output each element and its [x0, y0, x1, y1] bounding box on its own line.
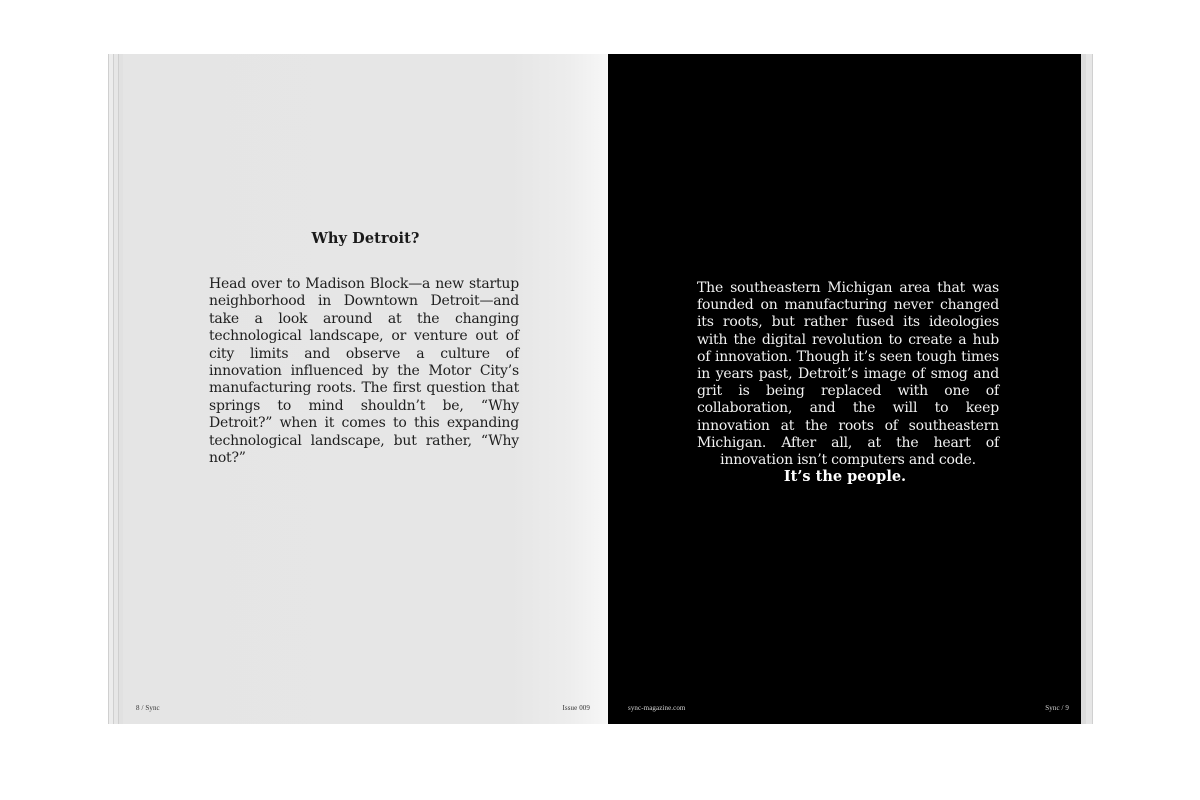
left-page-issue: Issue 009 [562, 704, 590, 712]
page-edge-right-2 [1086, 54, 1093, 724]
right-page-body: The southeastern Michigan area that was founded on manufacturing never changed its roots, but rather fused its ideologies with the digital revolution to create a hub of innovation. Though it’s seen tough times in years past, Detroit’s image of smog and grit is being replaced with one of collaboration, and the will to keep innovation at the roots of southeastern Michigan. After all, at the heart of innovation isn’t computers and code. [697, 280, 999, 469]
right-page [608, 54, 1082, 724]
right-page-closing: It’s the people. [783, 468, 907, 485]
left-page-body: Head over to Madison Block—a new startup neighborhood in Downtown Detroit—and take a look around at the changing technological landscape, or venture out of city limits and observe a culture of innovation influenced by the Motor City’s manufacturing roots. The first question that springs to mind shouldn’t be, “Why Detroit?” when it comes to this expanding technological landscape, but rather, “Why not?” [209, 276, 519, 467]
left-page-heading: Why Detroit? [311, 230, 420, 247]
left-page [123, 54, 608, 724]
right-page-website: sync-magazine.com [628, 704, 686, 712]
left-page-folio: 8 / Sync [136, 704, 160, 712]
right-page-folio: Sync / 9 [1045, 704, 1069, 712]
